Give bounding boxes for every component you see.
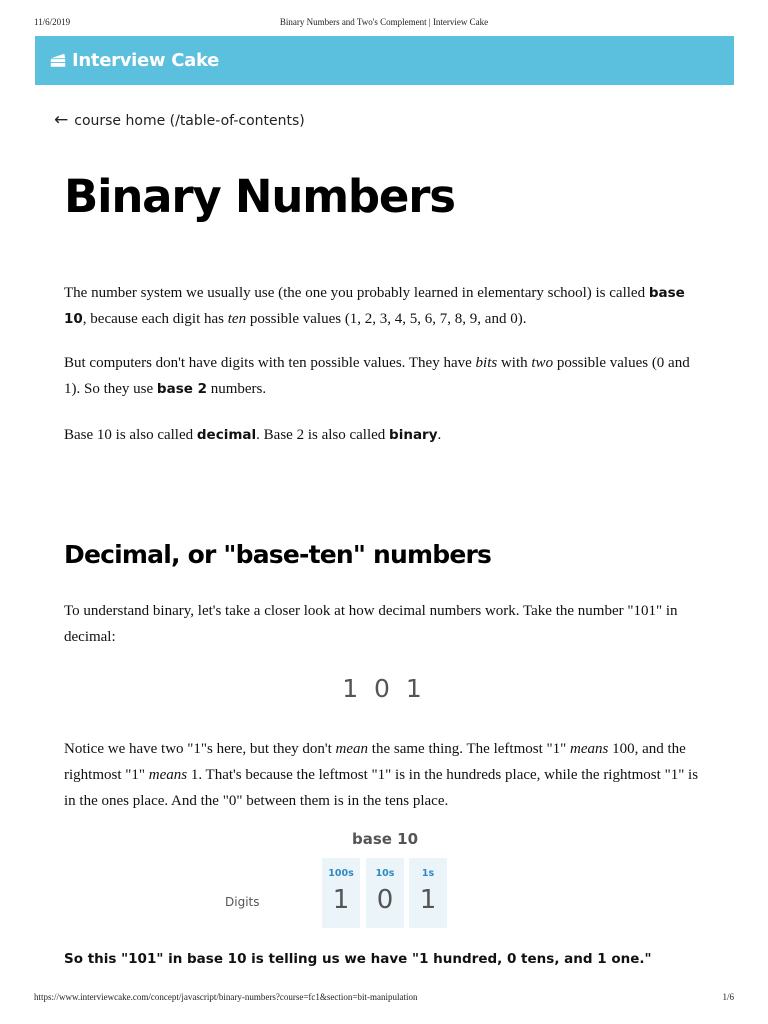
place-label: 10s	[375, 868, 395, 879]
print-header	[34, 17, 734, 31]
brand-logo-link[interactable]	[49, 48, 219, 72]
intro-paragraph-1: The number system we usually use (the one you probably learned in elementary school) is called base 10, because each digit has ten possible values (1, 2, 3, 4, 5, 6, 7, 8, 9, and 0).	[64, 285, 685, 327]
digit-value: 0	[376, 885, 394, 915]
course-home-label: course home (/table-of-contents)	[74, 112, 305, 129]
digit-cell-tens	[366, 858, 404, 928]
navbar	[35, 36, 734, 85]
digit-cell-ones	[409, 858, 447, 928]
place-label: 1s	[421, 868, 435, 879]
print-date: 11/6/2019	[34, 17, 71, 27]
print-footer	[34, 992, 734, 1006]
section-paragraph-1: To understand binary, let's take a closer look at how decimal numbers work. Take the number "101" in decimal:	[64, 603, 678, 645]
intro-paragraph-2: But computers don't have digits with ten possible values. They have bits with two possible values (0 and 1). So they use base 2 numbers.	[64, 355, 690, 397]
place-label: 100s	[328, 868, 354, 879]
page-title: Binary Numbers	[64, 170, 455, 223]
left-arrow-icon: ←	[54, 110, 69, 130]
digits-row-label: Digits	[225, 895, 260, 909]
digit-value: 1	[419, 885, 437, 915]
brand-name: Interview Cake	[72, 49, 220, 71]
intro-paragraph-3: Base 10 is also called decimal. Base 2 is also called binary.	[64, 427, 442, 443]
print-page-number: 1/6	[722, 992, 734, 1002]
print-doc-title: Binary Numbers and Two's Complement | Interview Cake	[279, 17, 489, 27]
section-paragraph-2: Notice we have two "1"s here, but they don't mean the same thing. The leftmost "1" means 100, and the rightmost "1" means 1. That's because the leftmost "1" is in the hundreds place, while the rightmost "1" is in the ones place. And the "0" between them is in the tens place.	[64, 741, 699, 809]
digit-cell-hundreds	[322, 858, 360, 928]
example-number: 1 0 1	[342, 674, 426, 703]
place-value-diagram-title: base 10	[351, 830, 419, 848]
digit-value: 1	[332, 885, 350, 915]
print-url: https://www.interviewcake.com/concept/javascript/binary-numbers?course=fc1&section=bit-manipulation	[34, 992, 418, 1002]
section-heading: Decimal, or "base-ten" numbers	[64, 540, 492, 569]
summary-statement: So this "101" in base 10 is telling us we have "1 hundred, 0 tens, and 1 one."	[64, 951, 652, 967]
course-home-link[interactable]	[54, 112, 305, 129]
cake-slice-icon	[49, 51, 67, 69]
